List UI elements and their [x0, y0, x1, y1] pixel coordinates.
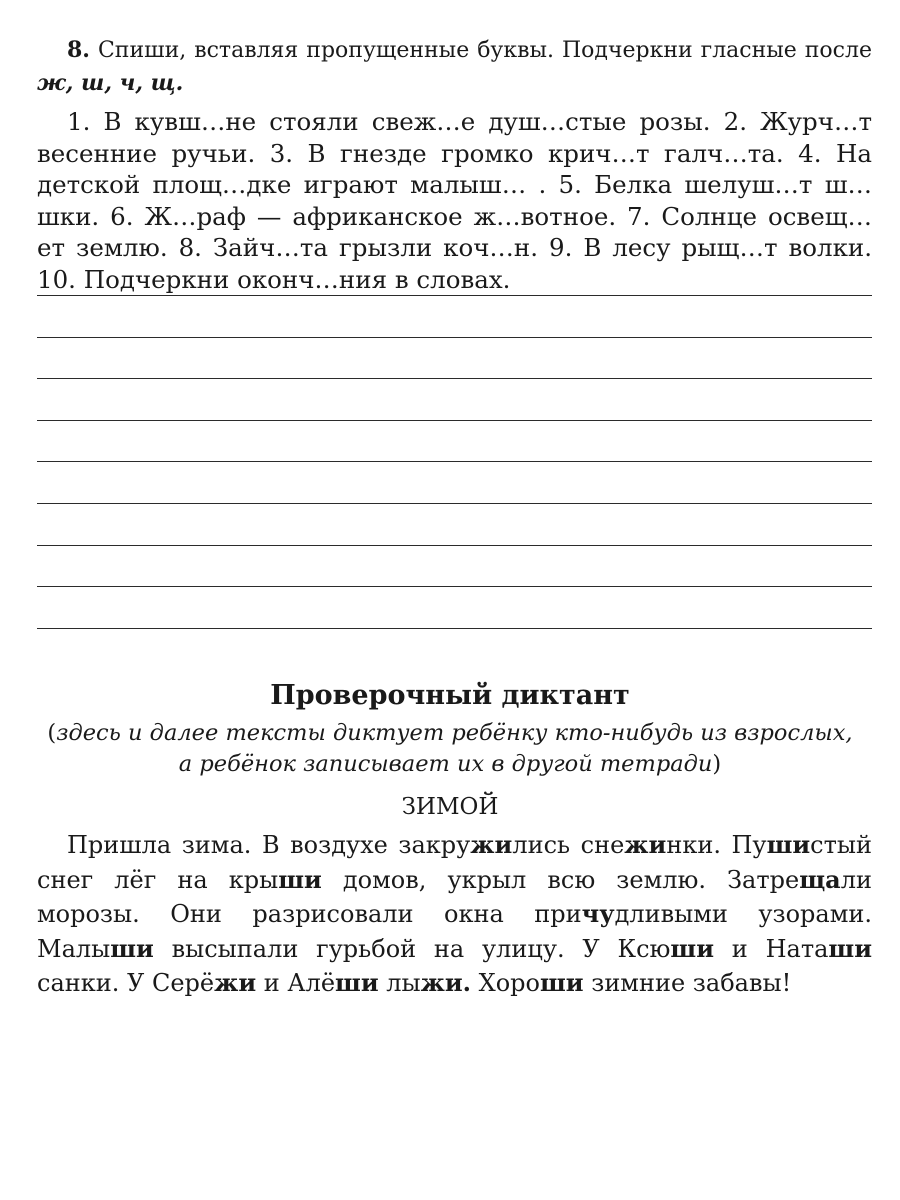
section-title: Проверочный диктант	[270, 680, 630, 711]
highlighted-syllable: ши	[110, 933, 154, 963]
dictation-fragment: зимние забавы!	[583, 969, 792, 997]
subtitle-open-paren: (	[47, 720, 57, 746]
highlighted-syllable: жи	[624, 830, 667, 859]
highlighted-syllable: чу	[581, 899, 615, 928]
writing-line	[37, 545, 872, 546]
task-instruction-text: Спиши, вставляя пропущенные буквы. Подчеркни гласные после	[97, 38, 872, 63]
dictation-fragment: стый снег лёг на кры	[37, 831, 872, 894]
subtitle-line-2: а ребёнок записывает их в другой тетради	[178, 751, 713, 777]
writing-line	[37, 461, 872, 462]
dictation-fragment: Пришла зима. В воздухе закру	[67, 831, 471, 859]
dictation-fragment: и Ната	[714, 934, 829, 963]
dictation-text	[37, 828, 872, 1001]
writing-line	[37, 378, 872, 379]
task-letters: ж, ш, ч, щ.	[37, 70, 184, 96]
exercise-sentences: 1. В кувш…не стояли свеж…е душ…стые розы. 2. Журч…т весенние ручьи. 3. В гнезде громко крич…т галч…та. 4. На детской площ…дке играют малыш… . 5. Белка шелуш…т ш…шки. 6. Ж…раф — африканское ж…вотное. 7. Солнце освещ…ет землю. 8. Зайч…та грызли коч…н. 9. В лесу рыщ…т волки. 10. Подчеркни оконч…ния в словах.	[37, 107, 872, 294]
dictation-fragment: высыпали гурьбой на улицу. У Ксю	[153, 934, 671, 963]
dictation-fragment: нки. Пу	[666, 831, 767, 859]
highlighted-syllable: жи	[470, 830, 513, 859]
dictation-fragment: ли морозы. Они разрисовали окна при	[37, 865, 872, 928]
highlighted-syllable: жи.	[420, 968, 472, 997]
dictation-fragment: дливыми узорами. Малы	[37, 900, 872, 963]
writing-line	[37, 586, 872, 587]
writing-lines	[37, 295, 872, 669]
highlighted-syllable: ши	[766, 830, 811, 859]
writing-line	[37, 295, 872, 296]
dictation-heading: ЗИМОЙ	[401, 794, 499, 820]
highlighted-syllable: ши	[540, 968, 584, 997]
writing-line	[37, 420, 872, 421]
task-number: 8.	[67, 37, 90, 63]
dictation-fragment: домов, укрыл всю землю. Затре	[321, 865, 800, 894]
writing-line	[37, 628, 872, 629]
highlighted-syllable: ши	[278, 864, 322, 894]
dictation-fragment: и Алё	[256, 969, 336, 997]
dictation-fragment: лись сне	[512, 831, 625, 859]
highlighted-syllable: ши	[335, 968, 379, 997]
highlighted-syllable: жи	[214, 968, 257, 997]
writing-line	[37, 337, 872, 338]
task-instruction	[37, 34, 872, 100]
subtitle-line-1: здесь и далее тексты диктует ребёнку кто-нибудь из взрослых,	[56, 720, 853, 746]
highlighted-syllable: ши	[828, 933, 872, 963]
highlighted-syllable: ща	[799, 864, 841, 894]
dictation-fragment: лы	[378, 969, 421, 997]
highlighted-syllable: ши	[670, 933, 714, 963]
dictation-fragment: Хоро	[471, 969, 540, 997]
dictation-fragment: санки. У Серё	[37, 969, 215, 997]
writing-line	[37, 503, 872, 504]
section-subtitle	[0, 718, 900, 780]
subtitle-close-paren: )	[712, 751, 722, 777]
